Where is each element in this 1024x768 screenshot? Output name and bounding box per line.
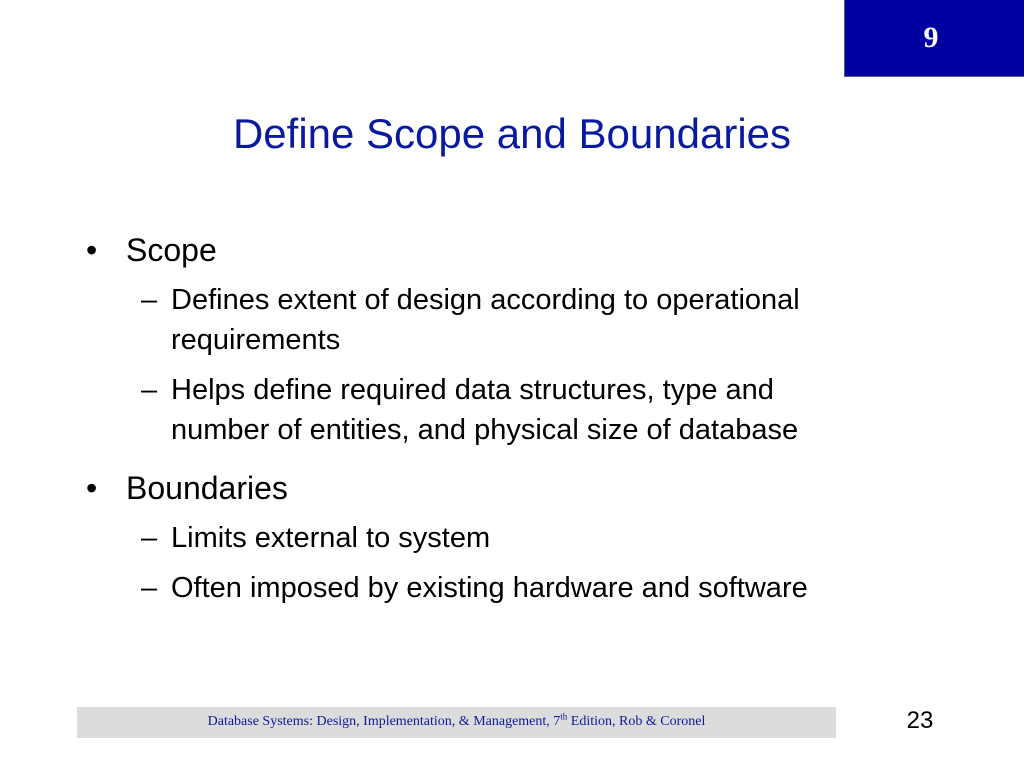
sub-item [86, 568, 986, 608]
bullet-label: Boundaries [126, 470, 288, 506]
sub-item-line: Defines extent of design according to operational [171, 284, 800, 316]
bullet-marker: • [86, 470, 98, 506]
footer-text-after: Edition, Rob & Coronel [567, 714, 706, 729]
chapter-badge [844, 0, 1024, 77]
page-number: 23 [906, 707, 934, 734]
sub-item-line: requirements [171, 324, 341, 356]
bullet-item [86, 468, 986, 508]
footer-citation [77, 713, 836, 731]
sub-item [86, 280, 986, 360]
bullet-marker: • [86, 232, 98, 268]
bullet-label: Scope [126, 232, 217, 268]
sub-item-line: number of entities, and physical size of database [171, 414, 799, 446]
chapter-number: 9 [923, 21, 939, 54]
sub-marker: – [141, 522, 158, 554]
sub-item-line: Often imposed by existing hardware and software [171, 572, 808, 604]
footer-bar [77, 707, 836, 738]
sub-marker: – [141, 572, 158, 604]
sub-item-line: Helps define required data structures, type and [171, 374, 774, 406]
slide-title: Define Scope and Boundaries [232, 110, 792, 157]
footer-text-before: Database Systems: Design, Implementation, & Management, 7 [207, 714, 561, 729]
bullet-list [86, 230, 986, 608]
sub-marker: – [141, 284, 158, 316]
sub-item-line: Limits external to system [171, 522, 491, 554]
footer-superscript: th [560, 711, 568, 722]
sub-marker: – [141, 374, 158, 406]
sub-item [86, 370, 986, 450]
sub-item [86, 518, 986, 558]
bullet-item [86, 230, 986, 270]
